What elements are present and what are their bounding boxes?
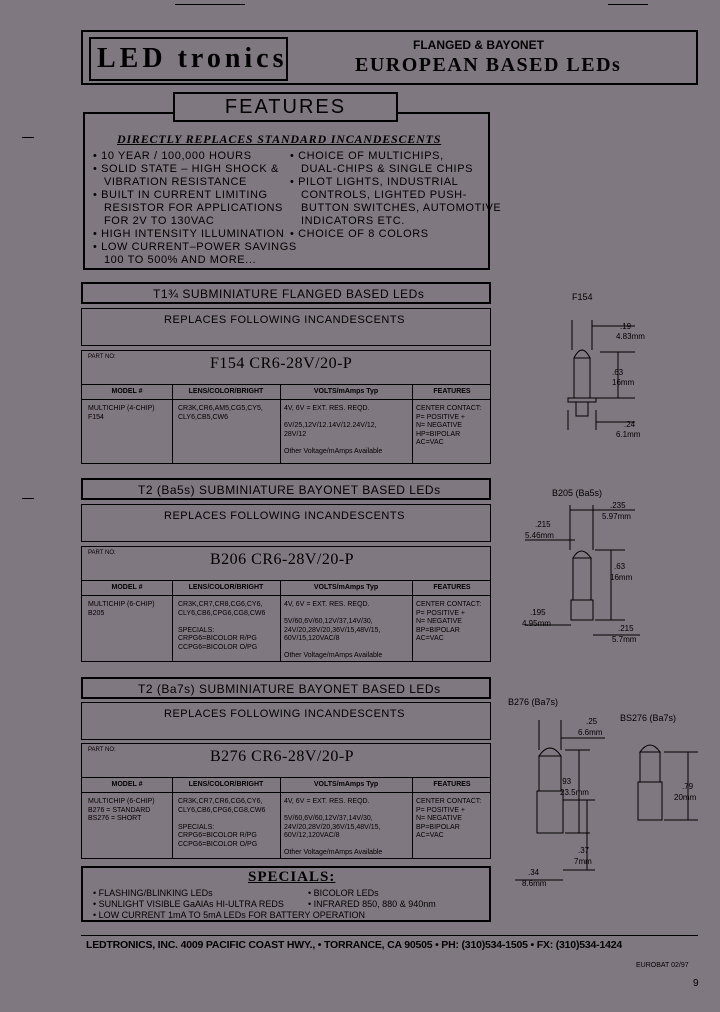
- specials-heading: SPECIALS:: [248, 869, 336, 885]
- col-rule: [412, 777, 413, 859]
- header-title-2: EUROPEAN BASED LEDs: [355, 54, 622, 76]
- col-header-volts: VOLTS/mAmps Typ: [313, 388, 379, 395]
- feature-item: • LOW CURRENT–POWER SAVINGS: [93, 241, 297, 253]
- col-header-lens: LENS/COLOR/BRIGHT: [188, 781, 264, 788]
- feature-item: • HIGH INTENSITY ILLUMINATION: [93, 228, 285, 240]
- specials-item: • LOW CURRENT 1mA TO 5mA LEDs FOR BATTERY OPERATION: [93, 910, 366, 920]
- dim-value: .25: [586, 717, 598, 726]
- dim-value: .215: [618, 624, 634, 633]
- header-box: [81, 30, 698, 85]
- dim-value: .79: [682, 782, 694, 791]
- col-header-features: FEATURES: [433, 388, 471, 395]
- dim-value: .24: [624, 420, 636, 429]
- feature-item: • CHOICE OF 8 COLORS: [290, 228, 429, 240]
- col-rule: [412, 384, 413, 464]
- part-table: [81, 743, 491, 859]
- features-heading: FEATURES: [224, 96, 347, 118]
- section-title-box: [81, 677, 491, 699]
- dim-value: 4.95mm: [522, 619, 551, 628]
- part-number: B276 CR6-28V/20-P: [210, 748, 355, 765]
- row-rule: [82, 384, 490, 385]
- part-table: [81, 546, 491, 662]
- feature-item: • SOLID STATE – HIGH SHOCK &: [93, 163, 279, 175]
- diagram-label-b276: B276 (Ba7s): [508, 697, 559, 707]
- section-title-box: [81, 282, 491, 304]
- replaces-text: REPLACES FOLLOWING INCANDESCENTS: [164, 314, 405, 326]
- replaces-box: [81, 504, 491, 542]
- col-header-model: MODEL #: [111, 584, 143, 591]
- col-header-lens: LENS/COLOR/BRIGHT: [188, 388, 264, 395]
- dim-value: 5.97mm: [602, 512, 631, 521]
- replaces-box: [81, 702, 491, 740]
- feature-item: VIBRATION RESISTANCE: [93, 176, 247, 188]
- feature-item: RESISTOR FOR APPLICATIONS: [93, 202, 283, 214]
- features-cell: CENTER CONTACT: P= POSITIVE + N= NEGATIVE BP=BIPOLAR AC=VAC: [416, 601, 482, 642]
- dim-value: 6.6mm: [578, 728, 603, 737]
- page-number: 9: [693, 978, 699, 989]
- row-rule: [82, 777, 490, 778]
- replaces-box: [81, 308, 491, 346]
- col-rule: [280, 580, 281, 662]
- feature-item: 100 TO 500% AND MORE...: [93, 254, 257, 266]
- replaces-text: REPLACES FOLLOWING INCANDESCENTS: [164, 510, 405, 522]
- features-subheading: DIRECTLY REPLACES STANDARD INCANDESCENTS: [117, 132, 442, 146]
- model-cell: MULTICHIP (4-CHIP) F154: [88, 405, 155, 421]
- feature-item: BUTTON SWITCHES, AUTOMOTIVE: [290, 202, 502, 214]
- dim-value: .63: [614, 562, 626, 571]
- col-rule: [172, 777, 173, 859]
- row-rule: [82, 595, 490, 596]
- features-cell: CENTER CONTACT: P= POSITIVE + N= NEGATIVE HP=BIPOLAR AC=VAC: [416, 405, 482, 446]
- lens-cell: CR3K,CR7,CR6,CG6,CY6, CLY6,CB6,CPG6,CG8,CW6 SPECIALS: CRPG6=BICOLOR R/PG CCPG6=BICOLOR O/PG: [178, 798, 266, 848]
- dim-value: .93: [560, 777, 572, 786]
- footer-company: LEDTRONICS, INC. 4009 PACIFIC COAST HWY., • TORRANCE, CA 90505 • PH: (310)534-1505 • FX: (310)534-1424: [86, 939, 623, 951]
- section-title-box: [81, 478, 491, 500]
- model-cell: MULTICHIP (6-CHIP) B205: [88, 601, 155, 617]
- col-rule: [172, 384, 173, 464]
- feature-item: FOR 2V TO 130VAC: [93, 215, 215, 227]
- feature-item: DUAL-CHIPS & SINGLE CHIPS: [290, 163, 474, 175]
- logo: [89, 37, 288, 81]
- dim-value: 5.46mm: [525, 531, 554, 540]
- header-title-1: FLANGED & BAYONET: [413, 38, 544, 52]
- section-title: T2 (Ba7s) SUBMINIATURE BAYONET BASED LEDs: [138, 682, 441, 696]
- part-number: F154 CR6-28V/20-P: [210, 355, 353, 372]
- feature-item: CONTROLS, LIGHTED PUSH-: [290, 189, 467, 201]
- volts-cell: 4V, 6V = EXT. RES. REQD. 5V/60,6V/60,12V/37,14V/30, 24V/20,28V/20,36V/15,48V/15, 60V/15,120VAC/8 Other Voltage/mAmps Available: [284, 601, 383, 659]
- f154-lamp-drawing: [540, 310, 670, 450]
- diagram-label-bs276: BS276 (Ba7s): [620, 713, 677, 723]
- feature-item: • BUILT IN CURRENT LIMITING: [93, 189, 268, 201]
- dim-value: .195: [530, 608, 546, 617]
- part-label: PART NO:: [88, 747, 116, 753]
- part-label: PART NO:: [88, 550, 116, 556]
- features-box: [83, 112, 502, 270]
- row-rule: [82, 580, 490, 581]
- volts-cell: 4V, 6V = EXT. RES. REQD. 6V/25,12V/12.14V/12.24V/12, 28V/12 Other Voltage/mAmps Available: [284, 405, 383, 455]
- diagram-label-b205: B205 (Ba5s): [552, 488, 603, 498]
- feature-item: • PILOT LIGHTS, INDUSTRIAL: [290, 176, 459, 188]
- row-rule: [82, 792, 490, 793]
- col-rule: [280, 384, 281, 464]
- dim-value: 5.7mm: [612, 635, 637, 644]
- diagram-label-f154: F154: [572, 292, 593, 302]
- dim-value: 16mm: [612, 378, 635, 387]
- dim-value: .215: [535, 520, 551, 529]
- top-rule-right: [608, 4, 648, 5]
- margin-mark: [22, 498, 34, 499]
- dim-value: .37: [578, 846, 590, 855]
- margin-mark: [22, 137, 34, 138]
- dim-value: .63: [612, 368, 624, 377]
- dim-value: 6.1mm: [616, 430, 641, 439]
- dim-value: 23.5mm: [560, 788, 589, 797]
- specials-item: • INFRARED 850, 880 & 940nm: [308, 899, 436, 909]
- specials-item: • BICOLOR LEDs: [308, 888, 379, 898]
- footer-rule: [81, 935, 698, 936]
- col-rule: [280, 777, 281, 859]
- col-header-volts: VOLTS/mAmps Typ: [313, 584, 379, 591]
- bs276-lamp-drawing: [628, 740, 708, 830]
- logo-text: LED tronics: [97, 43, 288, 74]
- dim-value: .235: [610, 501, 626, 510]
- features-cell: CENTER CONTACT: P= POSITIVE + N= NEGATIVE BP=BIPOLAR AC=VAC: [416, 798, 482, 839]
- dim-value: 16mm: [610, 573, 633, 582]
- dim-value: 4.83mm: [616, 332, 645, 341]
- col-rule: [172, 580, 173, 662]
- footer-code: EUROBAT 02/97: [636, 962, 689, 969]
- feature-item: • CHOICE OF MULTICHIPS,: [290, 150, 444, 162]
- col-header-features: FEATURES: [433, 584, 471, 591]
- part-number: B206 CR6-28V/20-P: [210, 551, 355, 568]
- features-right-list: [290, 150, 501, 241]
- specials-item: • FLASHING/BLINKING LEDs: [93, 888, 213, 898]
- features-heading-box: [173, 92, 398, 122]
- col-header-model: MODEL #: [111, 781, 143, 788]
- lens-cell: CR3K,CR6,AM5,CG5,CY5, CLY6,CB5,CW6: [178, 405, 263, 421]
- col-header-features: FEATURES: [433, 781, 471, 788]
- volts-cell: 4V, 6V = EXT. RES. REQD. 5V/60,6V/60,12V/37,14V/30, 24V/20,28V/20,36V/15,48V/15, 60V/12,120VAC/8 Other Voltage/mAmps Available: [284, 798, 383, 856]
- model-cell: MULTICHIP (6-CHIP) B276 = STANDARD BS276 = SHORT: [88, 798, 155, 822]
- replaces-text: REPLACES FOLLOWING INCANDESCENTS: [164, 708, 405, 720]
- dim-value: .34: [528, 868, 540, 877]
- section-title: T1¾ SUBMINIATURE FLANGED BASED LEDs: [153, 287, 425, 301]
- features-left-list: [93, 150, 297, 267]
- row-rule: [82, 399, 490, 400]
- col-header-volts: VOLTS/mAmps Typ: [313, 781, 379, 788]
- part-label: PART NO:: [88, 354, 116, 360]
- col-header-model: MODEL #: [111, 388, 143, 395]
- part-table: [81, 350, 491, 464]
- col-header-lens: LENS/COLOR/BRIGHT: [188, 584, 264, 591]
- feature-item: • 10 YEAR / 100,000 HOURS: [93, 150, 252, 162]
- dim-value: 20mm: [674, 793, 697, 802]
- section-title: T2 (Ba5s) SUBMINIATURE BAYONET BASED LEDs: [138, 483, 441, 497]
- top-rule-left: [175, 4, 245, 5]
- dim-value: .19: [620, 322, 632, 331]
- col-rule: [412, 580, 413, 662]
- lens-cell: CR3K,CR7,CR8,CG6,CY6, CLY6,CB6,CPG6,CG8,CW6 SPECIALS: CRPG6=BICOLOR R/PG CCPG6=BICOLOR O/PG: [178, 601, 266, 651]
- dim-value: 7mm: [574, 857, 592, 866]
- dim-value: 8.6mm: [522, 879, 547, 888]
- feature-item: INDICATORS ETC.: [290, 215, 405, 227]
- specials-item: • SUNLIGHT VISIBLE GaAlAs HI-ULTRA REDS: [93, 899, 284, 909]
- specials-box: [81, 866, 491, 922]
